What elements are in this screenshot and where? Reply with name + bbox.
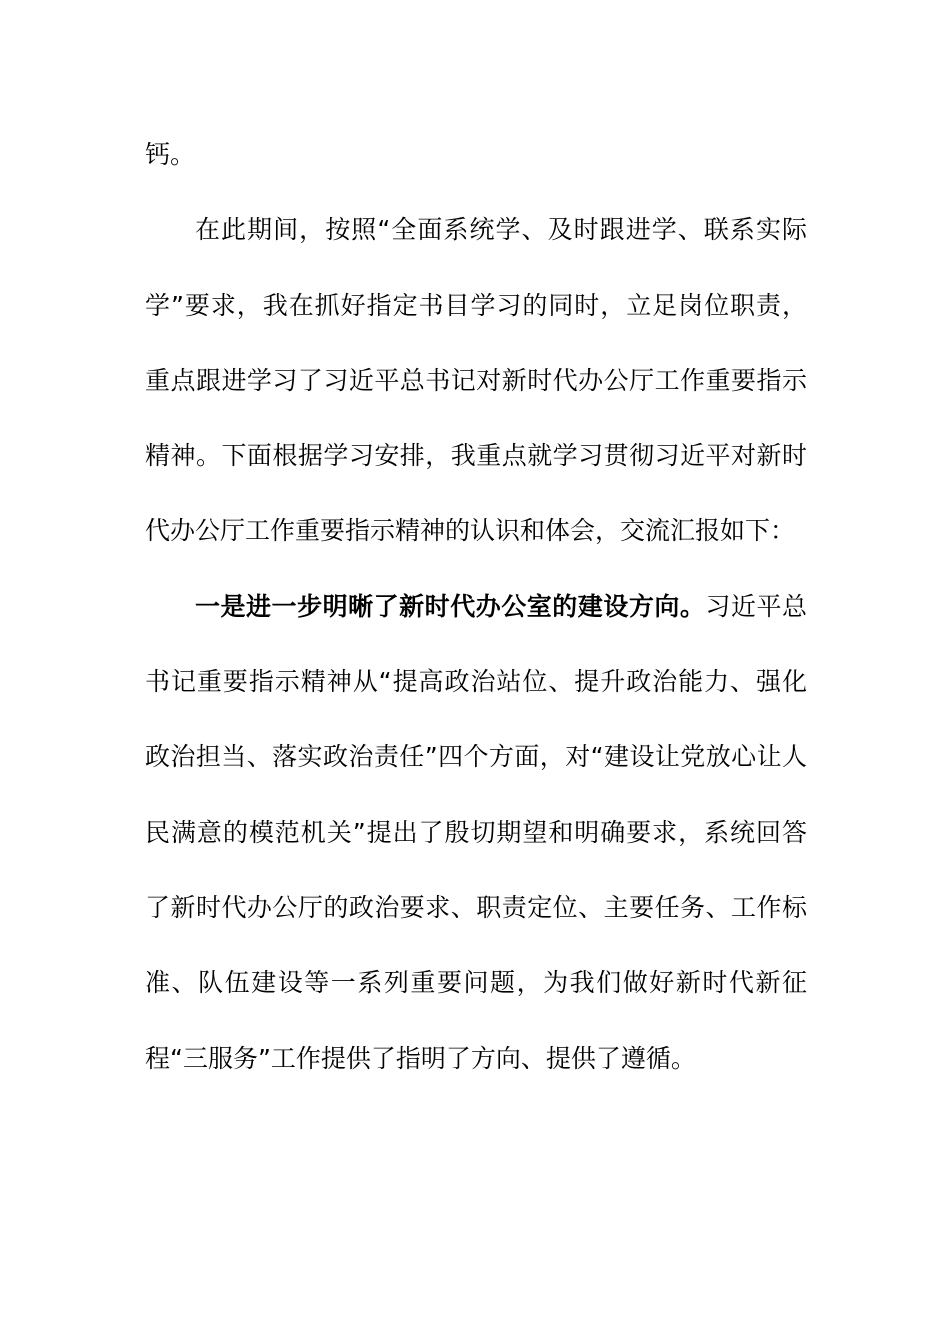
point-one-heading: 一是进一步明晰了新时代办公室的建设方向。 [195,591,706,621]
document-body [145,117,807,1096]
paragraph-point-one [145,569,807,1096]
paragraph-study-overview: 在此期间，按照“全面系统学、及时跟进学、联系实际学”要求，我在抓好指定书目学习的同时，立足岗位职责，重点跟进学习了习近平总书记对新时代办公厅工作重要指示精神。下面根据学习安排，我重点就学习贯彻习近平对新时代办公厅工作重要指示精神的认识和体会，交流汇报如下： [145,215,807,546]
paragraph-continuation: 钙。 [145,140,196,169]
point-one-body: 习近平总书记重要指示精神从“提高政治站位、提升政治能力、强化政治担当、落实政治责任”四个方面，对“建设让党放心让人民满意的模范机关”提出了殷切期望和明确要求，系统回答了新时代办公厅的政治要求、职责定位、主要任务、工作标准、队伍建设等一系列重要问题，为我们做好新时代新征程“三服务”工作提供了指明了方向、提供了遵循。 [145,591,807,1073]
